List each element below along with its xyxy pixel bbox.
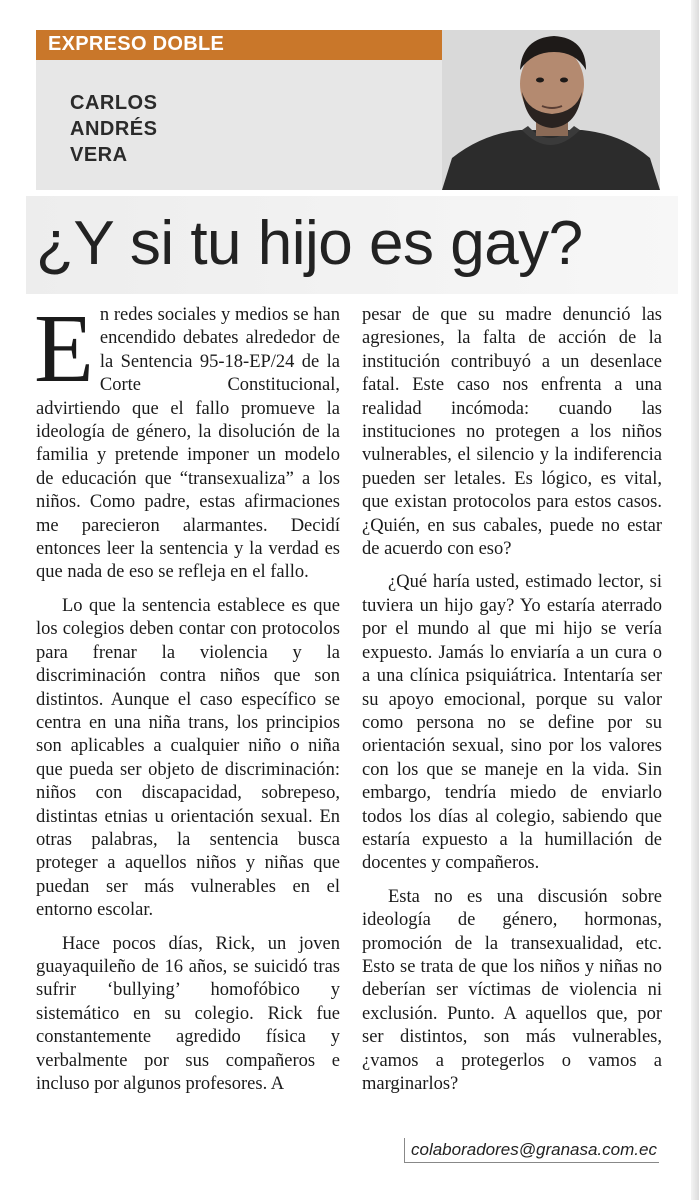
- author-name: [70, 90, 157, 168]
- article-paragraph: Lo que la sentencia establece es que los colegios deben contar con protocolos para frenar la violencia y la discriminación contra niños que son distintos. Aunque el caso específico se centra en una niña trans, los principios son aplicables a cualquier niño o niña que pueda ser objeto de discriminación: niños con discapacidad, sobrepeso, distintas etnias u orientación sexual. En otras palabras, la sentencia busca proteger a aquellos niños y niñas que puedan ser más vulnerables en el entorno escolar.: [36, 595, 340, 921]
- article-column-right: [362, 304, 662, 1096]
- contact-email[interactable]: colaboradores@granasa.com.ec: [404, 1138, 659, 1163]
- article-column-left: [34, 295, 340, 1096]
- column-header: [36, 30, 660, 190]
- article-paragraph: pesar de que su madre denunció las agresiones, la falta de acción de la institución contribuyó a un desenlace fatal. Este caso nos enfrenta a una realidad incómoda: cuando las instituciones no protegen a los niños vulnerables, el silencio y la indiferencia pueden ser letales. Es lógico, es vital, que existan protocolos para estos casos. ¿Quién, en sus cabales, puede no estar de acuerdo con eso?: [362, 305, 662, 560]
- article-paragraph: ¿Qué haría usted, estimado lector, si tuviera un hijo gay? Yo estaría aterrado por el mundo al que mi hijo se vería expuesto. Jamás lo enviaría a un cura o a una clínica psiquiátrica. Intentaría ser su apoyo emocional, porque su valor como persona no se define por su orientación sexual, sino por los valores con los que se maneje en la vida. Sin embargo, tendría miedo de enviarlo todos los días al colegio, sabiendo que estaría expuesto a la humillación de docentes y compañeros.: [362, 572, 662, 874]
- headline-box: [26, 196, 678, 294]
- drop-cap: E: [34, 295, 94, 403]
- author-first-name: CARLOS: [70, 92, 158, 114]
- page-edge: [691, 0, 699, 1200]
- article-paragraph: [34, 295, 340, 585]
- author-last-name: VERA: [70, 144, 128, 166]
- article-title: ¿Y si tu hijo es gay?: [36, 209, 583, 278]
- section-label: EXPRESO DOBLE: [48, 33, 225, 55]
- article-paragraph: Esta no es una discusión sobre ideología de género, hormonas, promoción de la transexualidad, etc. Esto se trata de que los niños y niñas no deberían ser víctimas de violencia ni exclusión. Punto. A aquellos que, por ser distintos, son más vulnerables, ¿vamos a protegerlos o vamos a marginarlos?: [362, 886, 662, 1094]
- author-photo: [442, 30, 660, 190]
- article-paragraph: Hace pocos días, Rick, un joven guayaquileño de 16 años, se suicidó tras sufrir ‘bullying’ homofóbico y sistemático en su colegio. Rick fue constantemente agredido física y verbalmente por sus compañeros e incluso por algunos profesores. A: [36, 933, 340, 1094]
- paragraph-text: n redes sociales y medios se han encendido debates alrededor de la Sentencia 95-18-EP/24 de la Corte Constitucional, advirtiendo que el fallo promueve la ideología de género, la disolución de la familia y pretende imponer un modelo de educación que “transexualiza” a los niños. Como padre, estas afirmaciones me parecieron alarmantes. Decidí entonces leer la sentencia y la verdad es que nada de eso se refleja en el fallo.: [36, 305, 340, 583]
- author-middle-name: ANDRÉS: [70, 118, 158, 140]
